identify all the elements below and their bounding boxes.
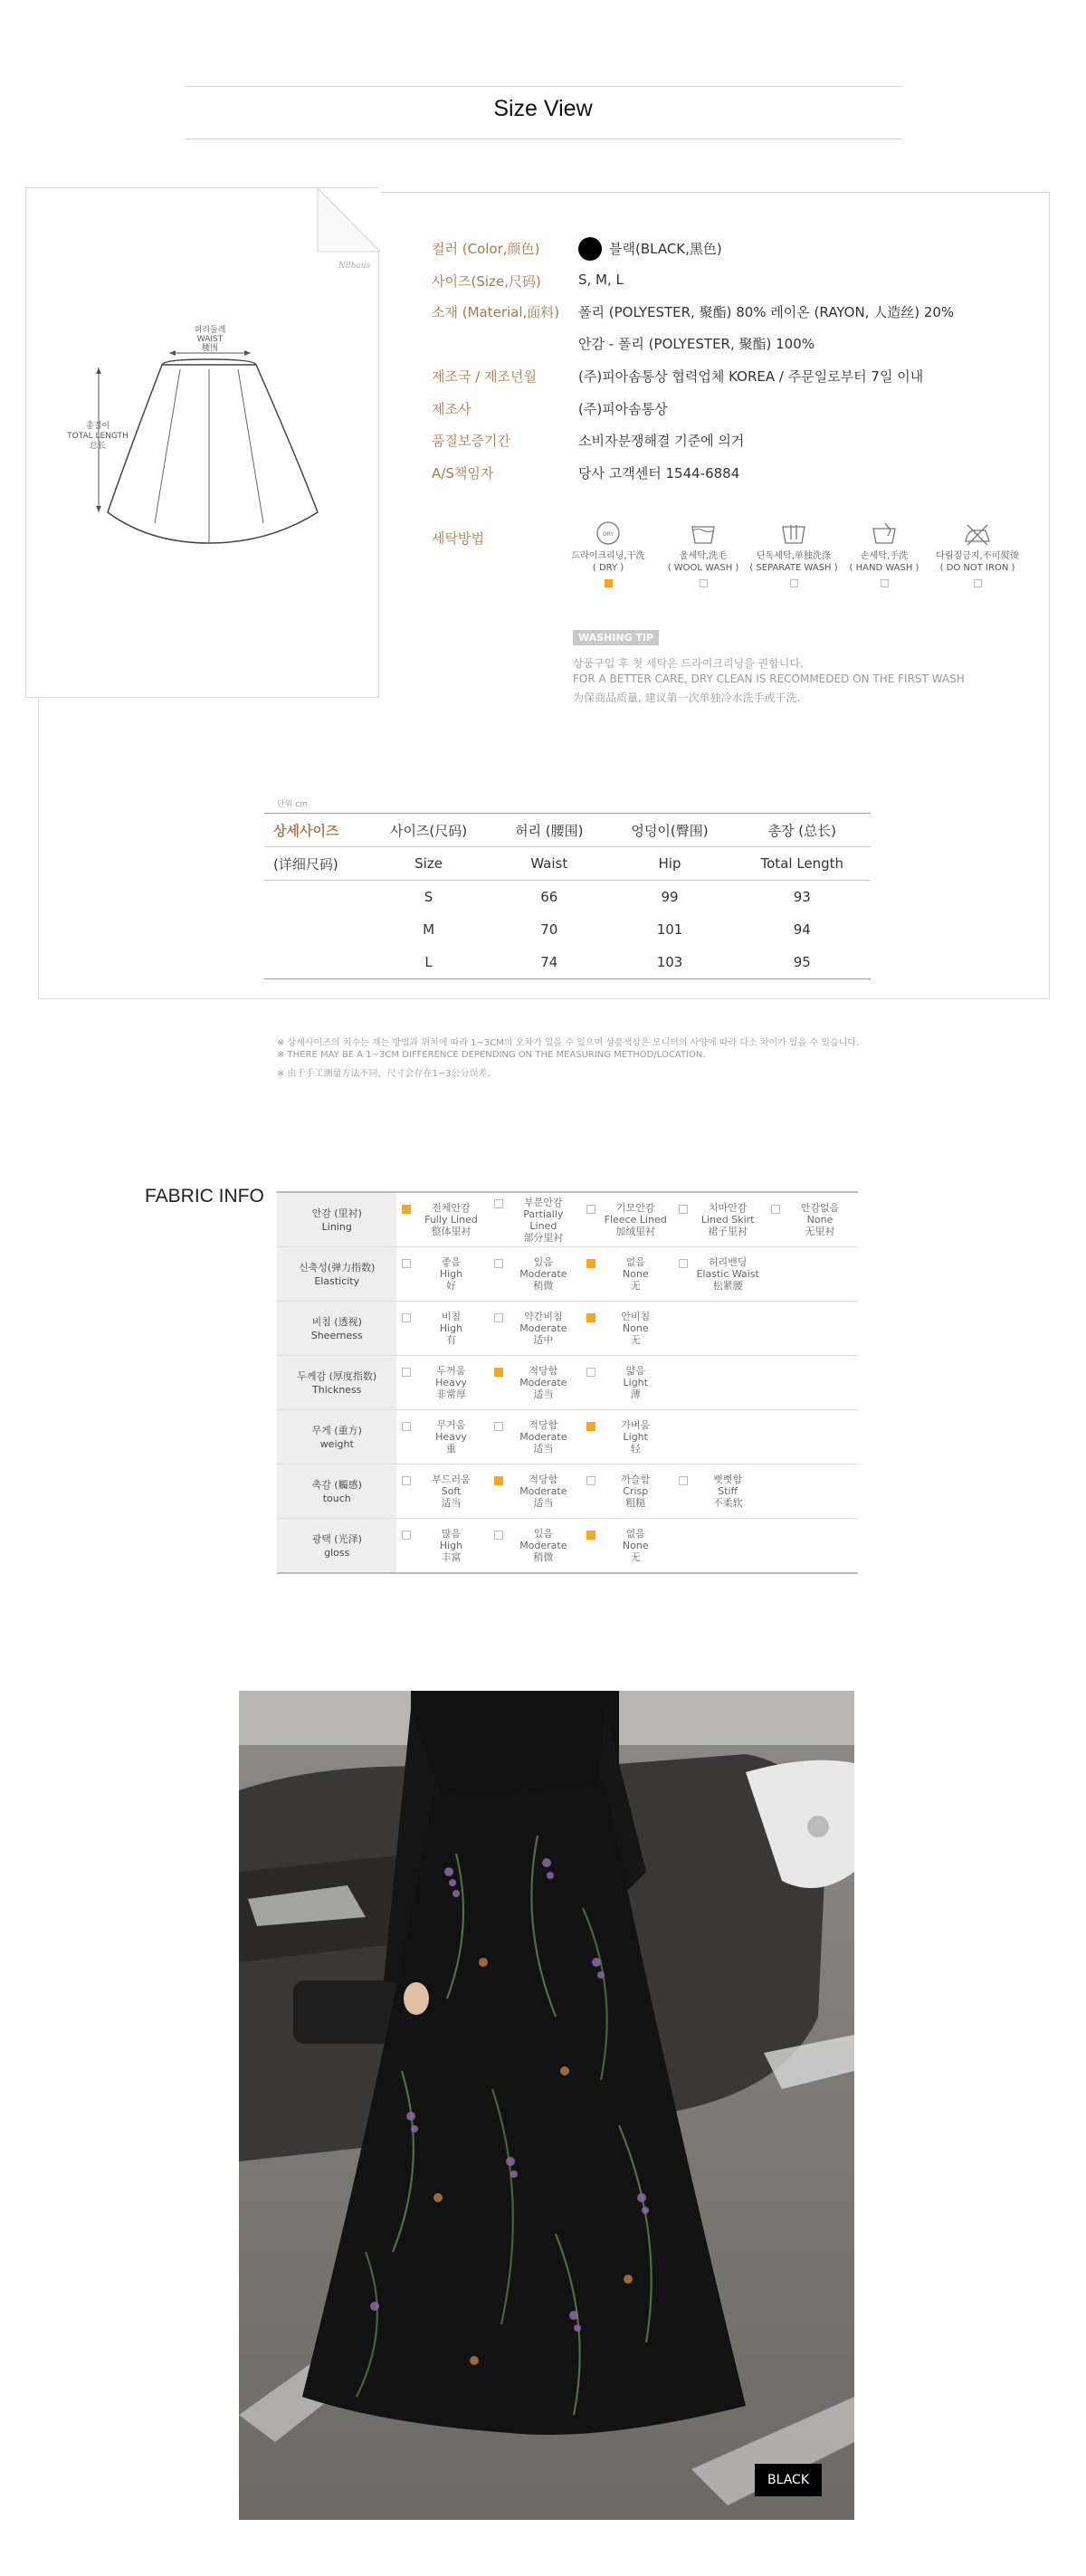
fabric-checkbox — [586, 1259, 595, 1268]
fabric-row-label-ko: 신축성(弹力指数) — [299, 1261, 376, 1274]
care-item-ko: 드라이크리닝,干洗 — [571, 551, 645, 561]
fabric-option-en: High — [439, 1268, 463, 1280]
fabric-option-cell — [489, 1519, 581, 1574]
fabric-option-ko: 얇음 — [625, 1365, 645, 1377]
fabric-row-label-ko: 촉감 (觸感) — [311, 1478, 362, 1491]
fabric-option-cell — [673, 1192, 766, 1247]
washing-tip-en: FOR A BETTER CARE, DRY CLEAN IS RECOMMEDED ON THE FIRST WASH — [573, 673, 965, 685]
header-length: 총장 (总长) — [734, 814, 871, 847]
page-title: Size View — [493, 96, 593, 121]
fabric-option-cn: 适当 — [533, 1497, 554, 1509]
fabric-option-cell — [766, 1247, 858, 1302]
fabric-option-ko: 없음 — [625, 1528, 645, 1540]
fabric-option-cell — [396, 1356, 489, 1410]
fabric-option — [585, 1202, 668, 1237]
fabric-row-label — [277, 1302, 396, 1356]
fabric-row-label-ko: 두께감 (厚度指数) — [297, 1369, 377, 1382]
fabric-option-ko: 기모안감 — [615, 1202, 655, 1214]
fabric-option-cn: 无 — [630, 1334, 641, 1346]
fabric-checkbox — [679, 1259, 688, 1268]
fabric-option-en: Light — [623, 1431, 648, 1443]
wool-wash-icon — [688, 520, 719, 547]
header-hip: 엉덩이(臀围) — [605, 814, 733, 847]
note-en: ※ THERE MAY BE A 1~3CM DIFFERENCE DEPENDING ON THE MEASURING METHOD/LOCATION. — [277, 1050, 706, 1060]
header-rule-top — [186, 86, 902, 87]
info-value: 폴리 (POLYESTER, 聚酯) 80% 레이온 (RAYON, 人造丝) 20% — [578, 304, 955, 320]
header-size-en: Size — [365, 847, 492, 881]
info-label: 제조국 / 제조년월 — [432, 368, 538, 385]
care-item-hand — [834, 520, 934, 587]
fabric-row-label-ko: 광택 (光泽) — [311, 1532, 362, 1545]
fabric-row — [277, 1302, 858, 1356]
fabric-checkbox — [494, 1199, 503, 1208]
cell-length: 95 — [734, 946, 871, 979]
fabric-option-cn: 不柔软 — [712, 1497, 743, 1509]
header-hip-en: Hip — [605, 847, 733, 881]
fabric-option-cell — [766, 1356, 858, 1410]
care-item-dry — [558, 520, 658, 587]
info-value: 소비자분쟁해결 기준에 의거 — [578, 433, 745, 449]
fabric-option-cn: 裙子里衬 — [708, 1226, 748, 1237]
fabric-checkbox — [494, 1368, 503, 1377]
brand-script: Nilbaus — [338, 262, 371, 271]
care-item-en: ( HAND WASH ) — [849, 563, 919, 573]
fabric-row — [277, 1356, 858, 1410]
fabric-option — [400, 1474, 483, 1509]
fabric-option-cell — [489, 1247, 581, 1302]
fabric-option-cell — [396, 1247, 489, 1302]
header-length-en: Total Length — [734, 847, 871, 881]
fabric-option-cell — [489, 1465, 581, 1519]
fabric-option — [400, 1202, 483, 1237]
fabric-option-en: Moderate — [519, 1377, 567, 1388]
cell-waist: 74 — [492, 946, 605, 979]
fabric-checkbox — [402, 1259, 411, 1268]
fabric-option-cn: 适当 — [533, 1443, 554, 1455]
fabric-option-cn: 稍微 — [533, 1551, 554, 1563]
fabric-option — [585, 1419, 668, 1455]
fabric-option-ko: 안감없음 — [800, 1202, 840, 1214]
fabric-checkbox — [586, 1422, 595, 1431]
fabric-info-title: FABRIC INFO — [145, 1186, 264, 1207]
fabric-checkbox — [586, 1368, 595, 1377]
washing-tip-badge: WASHING TIP — [573, 630, 659, 645]
fabric-option-en: Moderate — [519, 1540, 567, 1551]
info-value: (주)피아솜통상 — [578, 401, 668, 417]
size-header-row-en — [264, 847, 871, 881]
info-value: 안감 - 폴리 (POLYESTER, 聚酯) 100% — [578, 336, 815, 352]
fabric-checkbox — [586, 1476, 595, 1485]
fabric-option-en: None — [622, 1540, 649, 1551]
washing-tip-ko: 상품구입 후 첫 세탁은 드라이크리닝을 권합니다. — [573, 657, 804, 670]
fabric-option-ko: 허리밴딩 — [708, 1256, 748, 1268]
fabric-option — [585, 1256, 668, 1292]
fabric-option-cell — [396, 1465, 489, 1519]
fabric-option-en: Light — [623, 1377, 648, 1388]
fabric-option — [677, 1256, 760, 1292]
hand-wash-icon — [869, 520, 900, 547]
fabric-option-cn: 松紧腰 — [712, 1280, 743, 1292]
fabric-option-cell — [581, 1302, 673, 1356]
fabric-option-cell — [396, 1302, 489, 1356]
fabric-row-label-ko: 비침 (透视) — [311, 1315, 362, 1328]
fabric-option-ko: 뻣뻣함 — [713, 1474, 743, 1485]
fabric-option-ko: 적당함 — [529, 1474, 558, 1485]
care-item-ko: 울세탁,洗毛 — [679, 551, 728, 561]
info-label: 소재 (Material,面料) — [432, 304, 560, 320]
fabric-option-cell — [396, 1519, 489, 1574]
care-item-ko: 손세탁,手洗 — [860, 551, 909, 561]
care-item-en: ( WOOL WASH ) — [667, 563, 739, 573]
fabric-checkbox — [494, 1422, 503, 1431]
fabric-row — [277, 1519, 858, 1574]
fabric-option-ko: 적당함 — [529, 1419, 558, 1431]
fabric-option-cn: 适中 — [533, 1334, 554, 1346]
care-item-iron — [928, 520, 1027, 587]
fabric-option — [677, 1202, 760, 1237]
care-checkbox — [881, 579, 889, 587]
skirt-diagram — [26, 188, 380, 699]
fabric-option-en: Heavy — [435, 1377, 467, 1388]
care-item-ko: 다림질금지,不可熨烫 — [936, 551, 1019, 561]
fabric-option-cell — [489, 1410, 581, 1465]
table-row — [264, 946, 871, 979]
fabric-option-cell — [581, 1410, 673, 1465]
info-value: 당사 고객센터 1544-6884 — [578, 465, 740, 482]
cell-size: M — [423, 921, 435, 938]
fabric-option — [677, 1474, 760, 1509]
fabric-option — [492, 1311, 576, 1346]
care-item-en: ( DO NOT IRON ) — [939, 563, 1015, 573]
fabric-option-cn: 无 — [630, 1280, 641, 1292]
table-row — [264, 913, 871, 946]
fabric-option-en: Partially Lined — [523, 1207, 564, 1232]
info-label: A/S책임자 — [432, 465, 494, 482]
fabric-checkbox — [402, 1205, 411, 1214]
fabric-row — [277, 1192, 858, 1247]
cell-hip: 103 — [605, 946, 733, 979]
skirt-outline-icon — [108, 365, 318, 543]
fabric-checkbox — [586, 1531, 595, 1540]
fabric-option — [769, 1202, 853, 1237]
info-label: 사이즈(Size,尺码) — [432, 273, 541, 290]
fabric-option-cell — [766, 1302, 858, 1356]
fabric-option-ko: 무거움 — [436, 1419, 466, 1431]
care-checkbox — [605, 579, 613, 587]
fabric-option — [492, 1528, 576, 1563]
size-table-label: 상세사이즈 — [264, 814, 365, 847]
fabric-option — [492, 1365, 576, 1400]
fabric-option-ko: 부드러움 — [432, 1474, 471, 1485]
fabric-option-en: None — [622, 1268, 649, 1280]
fabric-option-ko: 있음 — [533, 1528, 553, 1540]
fabric-checkbox — [402, 1368, 411, 1377]
cell-waist: 70 — [540, 921, 558, 938]
fabric-option — [492, 1197, 576, 1244]
color-badge: BLACK — [755, 2464, 822, 2496]
cell-size: L — [365, 946, 492, 979]
fabric-option-ko: 까슬함 — [621, 1474, 651, 1485]
fabric-option-ko: 전체안감 — [432, 1202, 471, 1214]
dry-clean-icon — [593, 520, 624, 547]
fabric-row — [277, 1247, 858, 1302]
fabric-option-en: Moderate — [519, 1322, 567, 1334]
fabric-checkbox — [494, 1259, 503, 1268]
fabric-row — [277, 1465, 858, 1519]
fabric-checkbox — [402, 1422, 411, 1431]
header-size: 사이즈(尺码) — [365, 814, 492, 847]
fabric-option-cell — [489, 1302, 581, 1356]
fabric-row-label-en: weight — [319, 1437, 354, 1450]
fabric-option-ko: 적당함 — [529, 1365, 558, 1377]
length-label-ko: 총길이 — [85, 422, 110, 431]
color-swatch — [578, 237, 602, 261]
fabric-row-label-en: touch — [322, 1492, 351, 1504]
fabric-row-label-en: Elasticity — [314, 1274, 360, 1287]
fabric-option-cn: 适当 — [441, 1497, 462, 1509]
fabric-option-en: Stiff — [718, 1485, 738, 1497]
size-unit: 단위 cm — [277, 800, 308, 809]
fabric-option-en: High — [439, 1322, 463, 1334]
fabric-option-cn: 适当 — [533, 1388, 554, 1400]
fabric-option — [492, 1474, 576, 1509]
washing-tip-cn: 为保商品质量, 建议第一次单独冷水洗手或干洗. — [573, 692, 801, 704]
header-rule-bottom — [186, 138, 902, 139]
fabric-option-cell — [766, 1410, 858, 1465]
note-cn: ※ 由于手工测量方法不同，尺寸会存在1~3公分误差。 — [277, 1069, 497, 1079]
fabric-option-cn: 粗糙 — [625, 1497, 646, 1509]
fabric-row-label — [277, 1410, 396, 1465]
care-item-en: ( DRY ) — [592, 563, 624, 573]
fabric-row-label-en: Thickness — [312, 1383, 362, 1396]
fabric-option-en: Lined Skirt — [700, 1214, 755, 1226]
fabric-option-cell — [489, 1356, 581, 1410]
care-checkbox — [790, 579, 798, 587]
cell-hip: 99 — [661, 889, 679, 905]
cell-waist: 66 — [540, 889, 558, 905]
size-header-row — [264, 814, 871, 847]
fabric-row-label-en: Sheerness — [310, 1329, 363, 1341]
fabric-option-cell — [581, 1247, 673, 1302]
header-waist-en: Waist — [492, 847, 605, 881]
note-ko: ※ 상세사이즈의 치수는 재는 방법과 위치에 따라 1~3CM의 오차가 있을 수 있으며 상품색상은 모니터의 사양에 따라 다소 차이가 있을 수 있습니다. — [277, 1038, 860, 1048]
care-item-ko: 단독세탁,单独洗涤 — [757, 551, 831, 561]
care-item-en: ( SEPARATE WASH ) — [749, 563, 838, 573]
separate-wash-icon — [778, 520, 809, 547]
cell-size: S — [424, 889, 433, 905]
fabric-checkbox — [679, 1205, 688, 1214]
fabric-option-cell — [581, 1465, 673, 1519]
fabric-option-cell — [673, 1465, 766, 1519]
fabric-option — [400, 1365, 483, 1400]
care-item-separate — [744, 520, 843, 587]
fabric-option-cn: 整体里衬 — [431, 1226, 472, 1237]
fabric-option-cell — [673, 1302, 766, 1356]
care-label: 세탁방법 — [432, 530, 484, 547]
fabric-row-label-ko: 안감 (里衬) — [311, 1207, 362, 1219]
fabric-option-cell — [489, 1192, 581, 1247]
waist-label-en: WAIST — [196, 335, 224, 344]
fabric-option-en: Moderate — [519, 1268, 567, 1280]
fabric-checkbox — [402, 1313, 411, 1322]
fabric-option — [585, 1311, 668, 1346]
info-label: 컬러 (Color,颜色) — [432, 241, 540, 257]
fabric-option-cell — [766, 1519, 858, 1574]
fabric-option-en: None — [806, 1214, 834, 1226]
fabric-option-cn: 丰富 — [441, 1551, 462, 1563]
info-value: S, M, L — [578, 272, 624, 288]
fabric-info-table — [277, 1191, 858, 1574]
fabric-option — [585, 1528, 668, 1563]
fabric-option-cn: 稍微 — [533, 1280, 554, 1292]
fabric-option-cn: 好 — [445, 1280, 456, 1292]
care-checkbox — [700, 579, 708, 587]
info-label: 제조사 — [432, 401, 472, 417]
care-item-wool — [653, 520, 753, 587]
fabric-row-label — [277, 1192, 396, 1247]
fabric-option-cell — [581, 1519, 673, 1574]
fabric-row-label-en: Lining — [321, 1220, 352, 1233]
fabric-option-cn: 薄 — [630, 1388, 641, 1400]
fabric-option-ko: 좋음 — [441, 1256, 462, 1268]
skirt-diagram-card — [25, 187, 379, 698]
length-label-en: TOTAL LENGTH — [67, 432, 129, 441]
fabric-option-en: Soft — [441, 1485, 462, 1497]
cell-length: 93 — [793, 889, 811, 905]
fabric-checkbox — [494, 1313, 503, 1322]
fabric-option-en: Moderate — [519, 1485, 567, 1497]
fabric-option-ko: 있음 — [533, 1256, 553, 1268]
fabric-row-label-en: gloss — [324, 1546, 350, 1559]
fabric-row-label — [277, 1465, 396, 1519]
fabric-option-ko: 가벼움 — [621, 1419, 651, 1431]
fabric-checkbox — [679, 1476, 688, 1485]
fabric-option — [400, 1311, 483, 1346]
fabric-option-en: Elastic Waist — [696, 1268, 759, 1280]
info-label: 품질보증기간 — [432, 433, 510, 449]
fabric-option-en: None — [622, 1322, 649, 1334]
cell-length: 94 — [793, 921, 811, 938]
fabric-option-ko: 비침 — [441, 1311, 462, 1322]
fabric-option — [585, 1365, 668, 1400]
fabric-checkbox — [402, 1476, 411, 1485]
care-checkbox — [974, 579, 982, 587]
fabric-option-ko: 없음 — [625, 1256, 645, 1268]
info-value: (주)피아솜통상 협력업체 KOREA / 주문일로부터 7일 이내 — [578, 368, 924, 385]
fabric-option — [492, 1419, 576, 1455]
fabric-checkbox — [771, 1205, 780, 1214]
fabric-checkbox — [494, 1476, 503, 1485]
fabric-row — [277, 1410, 858, 1465]
fabric-option-cell — [673, 1247, 766, 1302]
fabric-option-en: Fleece Lined — [604, 1214, 667, 1226]
fabric-option-cn: 轻 — [630, 1443, 641, 1455]
fabric-option-cell — [581, 1356, 673, 1410]
fabric-option-en: Crisp — [623, 1485, 649, 1497]
length-label-cn: 总长 — [89, 442, 107, 451]
fabric-checkbox — [494, 1531, 503, 1540]
fabric-option-cn: 非常厚 — [435, 1388, 466, 1400]
fabric-option-ko: 많음 — [441, 1528, 462, 1540]
size-table — [264, 813, 871, 979]
fabric-row-label-ko: 무게 (重方) — [311, 1424, 362, 1436]
fabric-option-cn: 部分里衬 — [523, 1231, 564, 1244]
table-row — [264, 881, 871, 914]
product-photo — [239, 1691, 854, 2520]
fabric-checkbox — [586, 1313, 595, 1322]
fabric-row-label — [277, 1519, 396, 1574]
header-waist: 허리 (腰围) — [492, 814, 605, 847]
fabric-option-cn: 有 — [445, 1334, 456, 1346]
cell-hip: 101 — [656, 921, 683, 938]
waist-label-ko: 허리둘레 — [194, 326, 226, 335]
svg-text:DRY: DRY — [602, 531, 614, 538]
fabric-checkbox — [402, 1531, 411, 1540]
fabric-option-cn: 无里衬 — [805, 1226, 835, 1237]
product-photo-image — [239, 1691, 854, 2520]
fabric-option-cell — [673, 1410, 766, 1465]
do-not-iron-icon — [962, 520, 993, 547]
fabric-option-cell — [766, 1192, 858, 1247]
info-value: 블랙(BLACK,黑色) — [609, 241, 722, 257]
fabric-option-cell — [766, 1465, 858, 1519]
fabric-option-ko: 부분안감 — [524, 1196, 563, 1208]
fabric-checkbox — [586, 1205, 595, 1214]
fabric-option-cell — [581, 1192, 673, 1247]
fabric-row-label — [277, 1247, 396, 1302]
waist-label-cn: 腰围 — [201, 344, 219, 353]
fabric-option-cell — [396, 1410, 489, 1465]
fabric-option-cell — [396, 1192, 489, 1247]
fabric-option-ko: 약간비침 — [524, 1311, 563, 1322]
fabric-row-label — [277, 1356, 396, 1410]
fabric-option-ko: 두꺼움 — [436, 1365, 466, 1377]
size-table-label-cn: (详细尺码) — [264, 847, 365, 881]
fabric-option-en: Heavy — [435, 1431, 467, 1443]
fabric-option-cn: 无 — [630, 1551, 641, 1563]
fabric-option-cell — [673, 1519, 766, 1574]
fabric-option-ko: 안비침 — [621, 1311, 651, 1322]
fabric-option — [492, 1256, 576, 1292]
fabric-option — [400, 1419, 483, 1455]
fabric-option-ko: 치마안감 — [708, 1202, 748, 1214]
fabric-option — [400, 1528, 483, 1563]
fabric-option — [400, 1256, 483, 1292]
fabric-option-cn: 重 — [445, 1443, 456, 1455]
fabric-option-cell — [673, 1356, 766, 1410]
fabric-option-cn: 加绒里衬 — [615, 1226, 656, 1237]
fabric-option-en: Moderate — [519, 1431, 567, 1443]
fabric-option-en: Fully Lined — [424, 1214, 478, 1226]
fabric-option — [585, 1474, 668, 1509]
fabric-option-en: High — [439, 1540, 463, 1551]
